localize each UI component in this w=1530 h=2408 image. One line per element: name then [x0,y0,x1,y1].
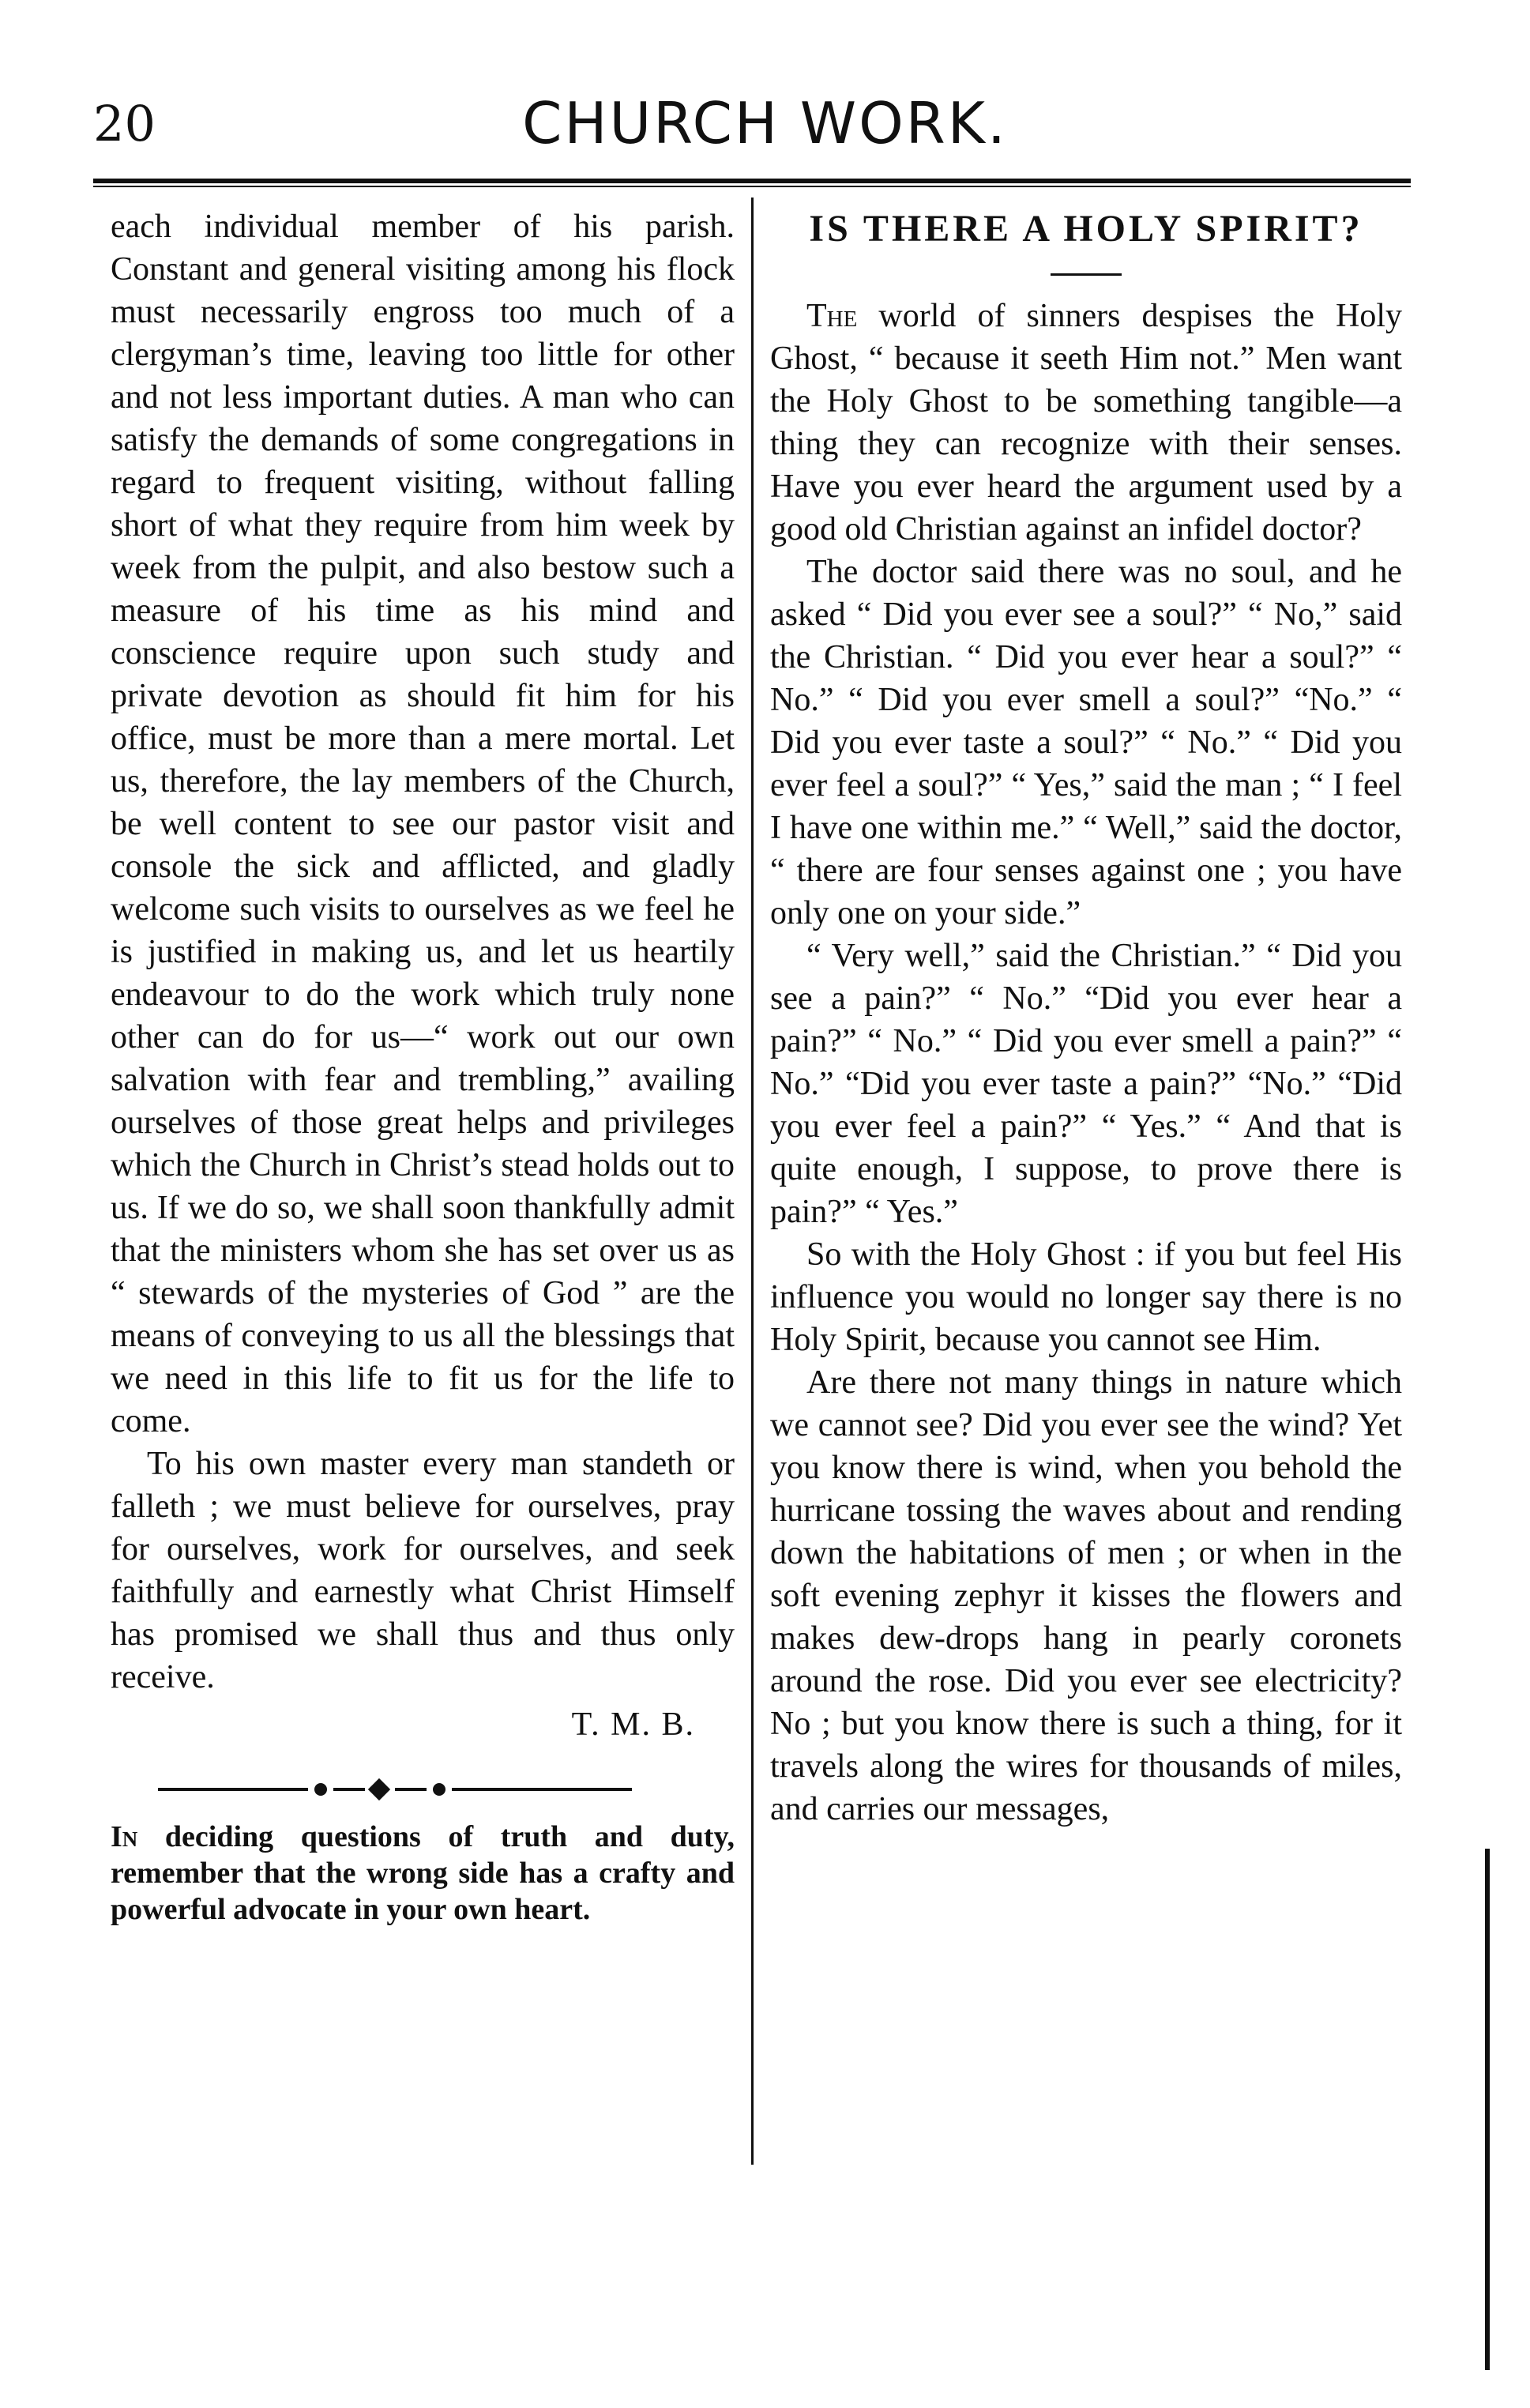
left-paragraph-2: To his own master every man standeth or falleth ; we must believe for ourselves, pray for ourselves, work for ourselves, and seek faithfully and earnestly what Christ Himself has promised we shall thus and thus only receive. [111,1446,735,1695]
filler-text: deciding questions of truth and duty, remember that the wrong side has a crafty and powerful advocate in your own heart. [111,1820,735,1926]
right-paragraph-5: Are there not many things in nature which we cannot see? Did you ever see the wind? Yet you know there is wind, when you behold the hurricane tossing the waves about and rending down the habitations of men ; or when in the soft evening zephyr it kisses the flowers and makes dew-drops hang in pearly coronets around the rose. Did you ever see electricity? No ; but you know there is such a thing, for it travels along the wires for thousands of miles, and carries our messages, [770,1364,1402,1827]
title-rule [1051,273,1122,276]
author-signature: T. M. B. [571,1706,695,1743]
opening-words: The [806,298,858,334]
ornamental-divider [158,1778,632,1801]
header-rule [93,179,1411,187]
right-paragraph-4: So with the Holy Ghost : if you but feel His influence you would no longer say there is no Holy Spirit, because you cannot see Him. [770,1236,1402,1358]
right-paragraph-1-text: world of sinners despises the Holy Ghost, “ because it seeth Him not.” Men want the Holy Ghost to be something tangible—a thing they can recognize with their senses. Have you ever heard the argument used by a good old Christian against an infidel doctor? [770,298,1402,547]
margin-line [1485,1849,1490,2370]
left-paragraph-1: each individual member of his parish. Constant and general visiting among his flock must necessarily engross too much of a clergyman’s time, leaving too little for other and not less important duties. A man who can satisfy the demands of some congregations in regard to frequent visiting, without falling short of what they require from him week by week from the pulpit, and also bestow such a measure of his time as his mind and conscience require upon such study and private devotion as should fit him for his office, must be more than a mere mortal. Let us, therefore, the lay members of the Church, be well content to see our pastor visit and console the sick and afflicted, and gladly welcome such visits to ourselves as we feel he is justified in making us, and let us heartily endeavour to do the work which truly none other can do for us—“ work out our own salvation with fear and trembling,” availing ourselves of those great helps and privileges which the Church in Christ’s stead holds out to us. If we do so, we shall soon thankfully admit that the ministers whom she has set over us as “ stewards of the mysteries of God ” are the means of conveying to us all the blessings that we need in this life to fit us for the life to come. [111,209,735,1439]
right-paragraph-3: “ Very well,” said the Christian.” “ Did you see a pain?” “ No.” “Did you ever hear a pain?” “ No.” “ Did you ever smell a pain?” “ No.” “Did you ever taste a pain?” “No.” “Did you ever feel a pain?” “ Yes.” “ And that is quite enough, I suppose, to prove there is pain?” “ Yes.” [770,938,1402,1230]
right-paragraph-1 [770,295,1402,551]
article-title: IS THERE A HOLY SPIRIT? [809,208,1363,250]
right-paragraph-2: The doctor said there was no soul, and he asked “ Did you ever see a soul?” “ No,” said the Christian. “ Did you ever hear a soul?” “ No.” “ Did you ever smell a soul?” “No.” “ Did you ever taste a soul?” “ No.” “ Did you ever feel a soul?” “ Yes,” said the man ; “ I feel I have one within me.” “ Well,” said the doctor, “ there are four senses against one ; you have only one on your side.” [770,554,1402,931]
filler-lead: In [111,1820,138,1853]
left-column [111,205,735,1928]
page-number: 20 [93,95,156,152]
right-column [770,205,1402,1830]
filler-paragraph [111,1819,735,1928]
column-divider [751,198,754,2165]
running-title: CHURCH WORK. [522,90,1008,156]
